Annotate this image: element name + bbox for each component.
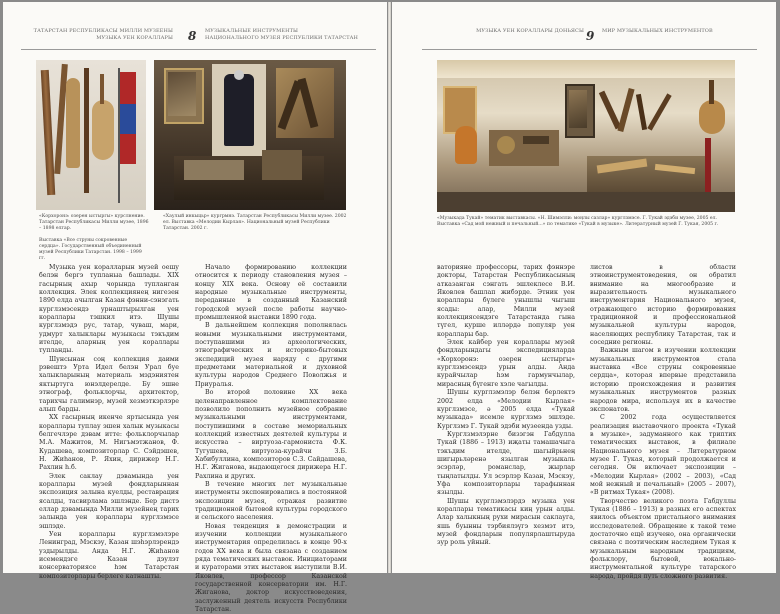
right-page — [392, 2, 776, 580]
page-number-left: 8 — [188, 29, 197, 43]
page-number-right: 9 — [586, 29, 595, 43]
caption-photo-right: «Музыкада Тукай» тематик выставкасы. «Н. Шимэлли: моңлы сазлар» курглзмэсе. Г. Тукай эдэби музее, 2005 ел. Выставка «Сад мой нежный и печальный...» по тематике «Тукай в музыке». Литературный музей Г. Тукая, 2005 г. — [437, 216, 719, 227]
caption-photo-2: «Хаулый инкыцьр» кургрмнэ. Татарстан Республикасы Милли музее. 2002 ел. Выставка «Мелодии Кырлая». Национальный музей Республики Татарстан. 2002 г. — [163, 214, 347, 231]
caption-photo-3: Выставка «Все струны сокровенные сердца». Государственный объединенный музей Республики Татарстан. 1998 – 1999 гг. — [39, 238, 142, 261]
photo-exhibition-room — [154, 60, 346, 210]
left-page — [3, 2, 387, 614]
header-rule — [21, 49, 376, 50]
photo-tukay-exhibition — [437, 60, 735, 212]
text-column-tatar: Музыка уен коралларын музей оешу белэн бергэ тупланыа башлады. XIX гасырның ахыр чорында тупланган коллекция. Элек коллекциянең нигезен 1890 елда ачылган Казан фэнни-сэнэгать курглзмэсендэ урнаштырылган уен кораллары тэшкил итэ. Шушы курглзмэдэ рус, татар, чуваш, мари, удмурт халыклары музыкасы тэкъдим ителде, аларның уен кораллары тупланды. Шунсынан соң коллекция даими рэвештэ Урта Идел белэн Урал буе халыкларының материаль мэдэниятен яктыртуга юнэлдерелде. Бу эшне этнограф, фольклорчы, архитектор, тарихчы галимнэр, музей хезмэткэрлэре алып барды. XX гасырның икенче яртысында уен кораллары туплау эшен халык музыкасы белгечлэре дэвам итте: фольклорчылар М.А. Мажитов, М. Нигъмэтжанов, Ф. Кудашева, композиторлар С. Сэйдэшев, Н. Жиһанов, Р. Яхин, дирижер Н.Г. Рахлин һ.б. Элек саклау дэвамында уен кораллары музей фондларыннан экспозиция залына куелды, реставрация ясалды, тасвирлама эшлэнде. Бер дистэ еллар дэвамында Милли музейнең тарих залында уен кораллары курглзмэсе эшлэде. Уен кораллары курглзмэлэре Ленинград, Мэскэу, Казан шэһэрлэрендэ уздырылды. Анда Н.Г. Жиһанов исемендэге Казан дэулэт консерваториясе һэм Татарстан композиторлары берлеге катнашты. — [39, 264, 179, 580]
running-head-right: МИР МУЗЫКАЛЬНЫХ ИНСТРУМЕНТОВ — [602, 28, 713, 34]
running-head-left: МУЗЫКА УЕН КОРАЛЛАРЫ ДОНЬЯСЫ — [476, 28, 584, 34]
caption-photo-1: «Корхоронэ: озерен ыстыргы» курслнение. Татарстан Республикасы Милли музее, 1896 – 1898 елгар. — [39, 214, 149, 231]
running-head-left: ТАТАРСТАН РЕСПУБЛИКАСЫ МИЛЛИ МУЗЕЕНЫ МУЗЫКА УЕН КОРАЛЛАРЫ — [33, 28, 173, 41]
text-column-tatar: ваторияне профессоры, тарих фэннэре докторы, Татарстан Республикасының атказанган сэнгать эшлеклесе В.И. Яковлев башлап жибэрде. Этник уен кораллары бүлеге унышлы чыгыш ясады: алар, Милли музей коллекциясендэге Татарстанда гына түгел, курше илләрдә популяр уен кораллары бар. Элек кайбер уен кораллары музей фондларындагы экспедицияларда «Корхоронэ: озерен ыстыргы» курглзмэсендэ урын алды. Анда курайчылар һэм гармунчылар, мирасның бүгенге хэле чагылды. Шушы курглзмэлэр белэн берлектэ 2002 елда «Мелодии Кырлая» курглзмэсе, ә 2005 елда «Тукай музыкада» исемле курглзмэ эшлэде. Курглзмэ Г. Тукай эдэби музеенда узды. Курглзмэлэрне бизэгэн Габдулла Тукай (1886 – 1913) иҗаты тамашачыга тэкъдим ителде, шагыйрьнең шигырьләренә язылган музыкаль эсэрләр, романслар, жырлар тыңлатылды. Ул эсэрлэр Казан, Мэскэу, Уфа композиторлары тарафыннан язылды. Шушы курглзмэлэрдэ музыка уен кораллары тематикасы киң урын алды. Алар халыкның рухи мирасын саклауга, яшь буынны тэрбиялэүгэ хезмэт итэ, музей фондларын популярлаштыруда зур роль уйный. — [437, 264, 575, 547]
text-column-russian: листов в области этноинструментоведения, он обратил внимание на многообразие и выразительность музыкального инструментария Национального музея, отражающего историю формирования традиционной и профессиональной музыкальной культуры народов, населяющих республику Татарстан, так и соседние регионы. Важным шагом в изучении коллекции музыкальных инструментов стала выставка «Все струны сокровенные сердца», которая впервые представила историю происхождения и развития музыкальных инструментов разных народов мира, используя их в качестве экспонатов. С 2002 года осуществляется реализация выставочного проекта «Тукай в музыке», задуманного как триптих тематических выставок, в филиале Национального музея – Литературном музее Г. Тукая, который продолжается и сегодня. Он включает экспозиции – «Мелодии Кырлая» (2002 – 2003), «Сад мой нежный и печальный» (2005 – 2007), «В ритмах Тукая» (2008). Творчество великого поэта Габдуллы Тукая (1886 – 1913) в разных его аспектах явилось объектом пристального внимания исследователей. Обращение к такой теме достаточно ещё изучено, она органически связана с поэтическим наследием Тукая к музыкальным народным традициям, фольклору, бытовой, вокально-инструментальной культуре татарского народа, пройдя путь сложного развития. — [590, 264, 736, 580]
book-spine — [388, 2, 391, 573]
photo-instruments-wall — [36, 60, 146, 210]
running-head-right: МУЗЫКАЛЬНЫЕ ИНСТРУМЕНТЫ НАЦИОНАЛЬНОГО МУЗЕЯ РЕСПУБЛИКИ ТАТАРСТАН — [205, 28, 358, 41]
header-rule — [422, 49, 757, 50]
text-column-russian: Начало формированию коллекции относится к периоду становления музея – концу XIX века. Основу её составили народные музыкальные инструменты, переданные в созданный Казанский городской музей после работы научно-промышленной выставки 1890 года. В дальнейшем коллекция пополнялась новыми музыкальными инструментами, поступавшими из археологических, этнографических и историко-бытовых экспедиций музея наряду с другими предметами материальной и духовной культуры народов Среднего Поволжья и Приуралья. Во второй половине XX века целенаправленное комплектование позволило пополнить музейное собрание музыкальными инструментами, поступившими в составе мемориальных коллекций известных деятелей культуры и искусства – виртуоза-гармониста Ф.К. Тугушева, виртуоза-курайчи З.Б. Хабибуллина, композиторов С.З. Сайдашева, Н.Г. Жиганова, выдающегося дирижера Н.Г. Рахлина и других. В течение многих лет музыкальные инструменты экспонировались в постоянной экспозиции музея, отражая развитие традиционной бытовой культуры городского и сельского населения. Новая тенденция в демонстрации и изучении коллекции музыкального инструментария определилась в конце 90-х годов XX века и была связана с созданием ряда тематических выставок. Инициаторами и кураторами этих выставок выступили В.И. Яковлев, профессор Казанской государственной консерватории им. Н.Г. Жиганова, доктор искусствоведения, заслуженный деятель искусств Республики Татарстан. — [195, 264, 347, 614]
